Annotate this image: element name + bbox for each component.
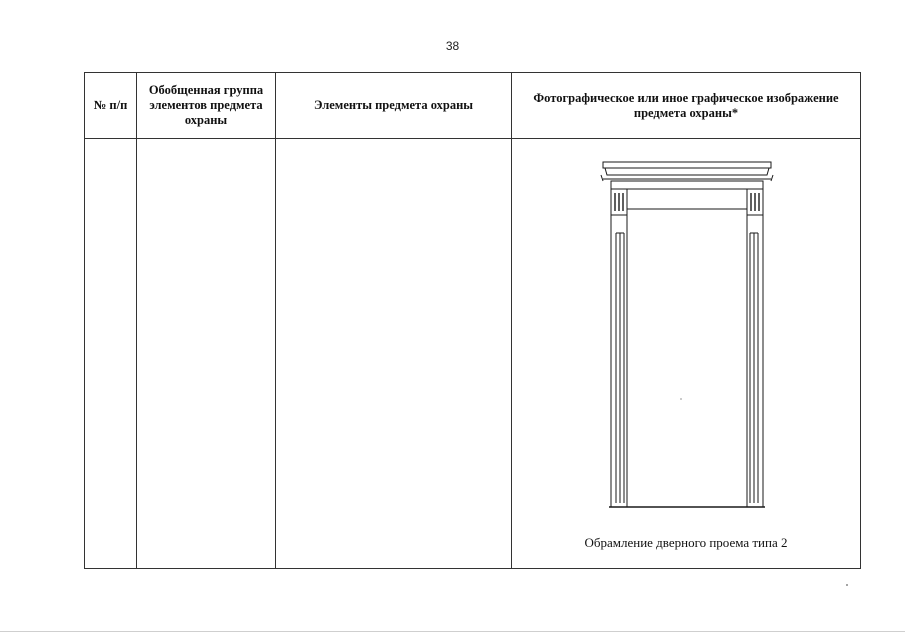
right-jamb: [747, 215, 763, 507]
image-caption: Обрамление дверного проема типа 2: [584, 535, 788, 550]
door-frame-drawing: [597, 159, 777, 511]
protection-items-table: [84, 72, 861, 569]
cell-image: [512, 139, 861, 569]
cornice-ends: [601, 175, 773, 181]
cell-group: [137, 139, 276, 569]
header-num: № п/п: [85, 73, 137, 139]
cell-num: [85, 139, 137, 569]
left-jamb: [611, 215, 627, 507]
table-header-row: [85, 73, 861, 139]
header-elements: Элементы предмета охраны: [276, 73, 512, 139]
cornice-top: [603, 162, 771, 168]
page-number: 38: [445, 39, 460, 53]
frieze: [611, 181, 763, 189]
cornice-molding: [605, 168, 769, 175]
cell-elements: [276, 139, 512, 569]
header-image: Фотографическое или иное графическое изображение предмета охраны*: [512, 73, 861, 139]
scan-speck: [680, 398, 682, 400]
scan-edge-line: [0, 631, 905, 632]
table-row: [85, 139, 861, 569]
header-group: Обобщенная группа элементов предмета охраны: [137, 73, 276, 139]
lintel-panel: [627, 189, 747, 209]
scan-speck: [846, 584, 848, 586]
